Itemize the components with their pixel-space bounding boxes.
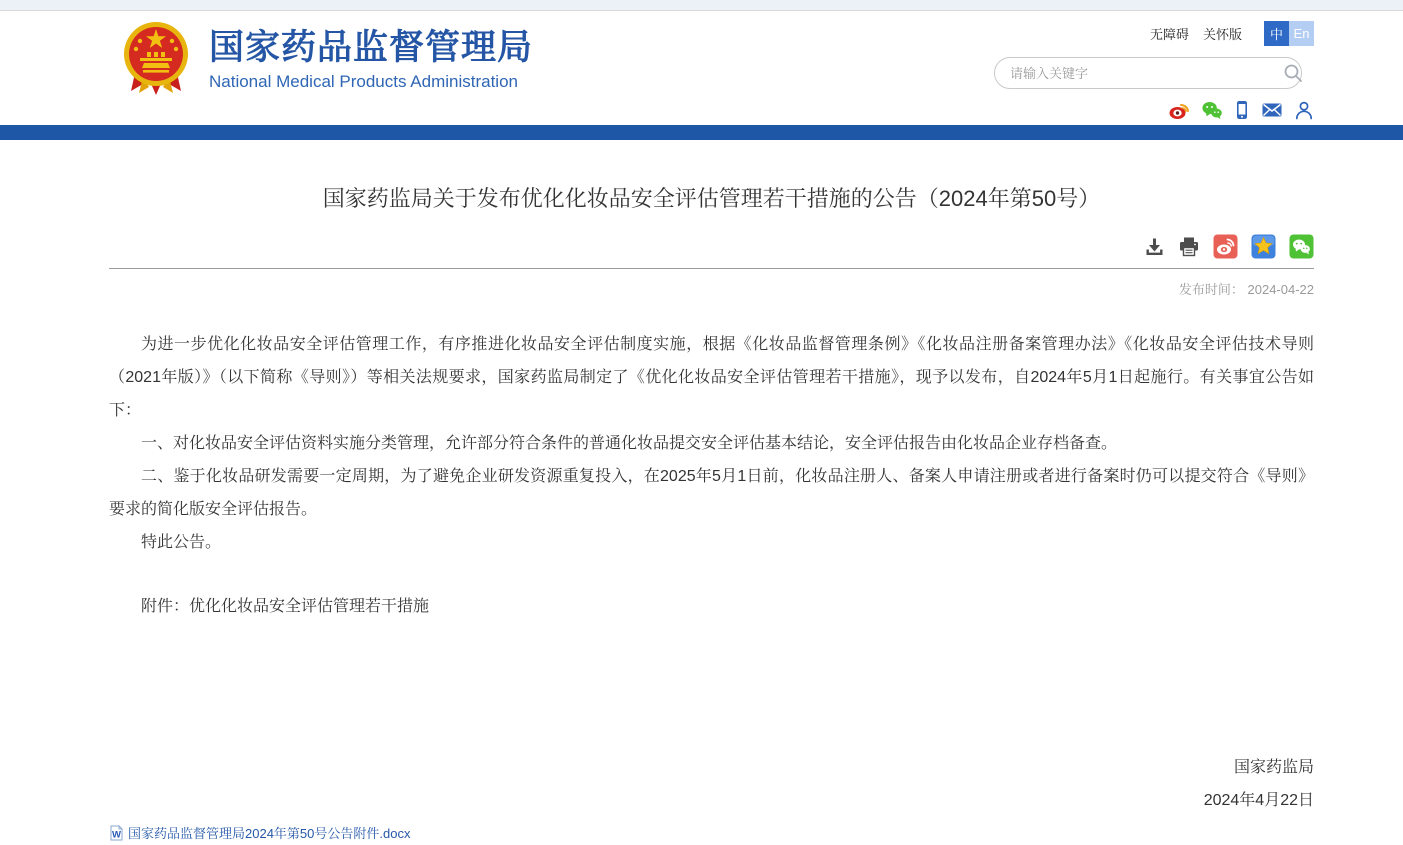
attachment-link-row	[109, 823, 1314, 842]
china-emblem-icon	[123, 21, 189, 97]
site-subtitle: National Medical Products Administration	[209, 72, 518, 91]
paragraph: 一、对化妆品安全评估资料实施分类管理，允许部分符合条件的普通化妆品提交安全评估基本结论，安全评估报告由化妆品企业存档备查。	[141, 435, 1118, 452]
site-logo[interactable]	[123, 21, 533, 97]
site-header	[0, 11, 1403, 125]
paragraph: 特此公告。	[141, 534, 222, 551]
search-bar	[994, 57, 1314, 89]
article-toolbar	[109, 234, 1314, 269]
download-icon[interactable]	[1144, 236, 1165, 257]
signature-date: 2024年4月22日	[1203, 792, 1314, 809]
weibo-share-icon[interactable]	[1213, 234, 1238, 259]
paragraph: 为进一步优化化妆品安全评估管理工作，有序推进化妆品安全评估制度实施，根据《化妆品监督管理条例》《化妆品注册备案管理办法》《化妆品安全评估技术导则（2021年版）》（以下简称《导则》）等相关法规要求，国家药监局制定了《优化化妆品安全评估管理若干措施》，现予以发布，自2024年5月1日起施行。有关事宜公告如下：	[109, 336, 1314, 419]
search-button[interactable]	[1282, 62, 1304, 84]
top-strip	[0, 0, 1403, 11]
weibo-icon[interactable]	[1168, 100, 1190, 120]
search-input[interactable]	[994, 57, 1302, 89]
header-social-icons	[994, 100, 1314, 120]
email-icon[interactable]	[1261, 100, 1283, 120]
lang-en-button[interactable]: En	[1289, 21, 1314, 46]
print-icon[interactable]	[1178, 236, 1200, 257]
qzone-share-icon[interactable]	[1251, 234, 1276, 259]
publish-time-label: 发布时间：	[1178, 282, 1244, 297]
language-switcher	[1264, 21, 1314, 46]
top-links	[994, 21, 1314, 46]
svg-text:W: W	[112, 829, 121, 840]
mobile-icon[interactable]	[1234, 100, 1250, 120]
wechat-icon[interactable]	[1201, 100, 1223, 120]
signature-block	[109, 751, 1314, 817]
user-icon[interactable]	[1294, 100, 1314, 120]
article-container	[109, 140, 1314, 842]
care-version-link[interactable]: 关怀版	[1202, 27, 1242, 42]
accessibility-link[interactable]: 无障碍	[1149, 27, 1189, 42]
paragraph: 二、鉴于化妆品研发需要一定周期，为了避免企业研发资源重复投入，在2025年5月1日前，化妆品注册人、备案人申请注册或者进行备案时仍可以提交符合《导则》要求的简化版安全评估报告。	[109, 468, 1314, 518]
publish-time-value: 2024-04-22	[1247, 282, 1314, 297]
site-title: 国家药品监督管理局	[209, 28, 534, 67]
lang-zh-button[interactable]: 中	[1264, 21, 1289, 46]
word-doc-icon	[109, 825, 124, 841]
attachment-note: 附件：优化化妆品安全评估管理若干措施	[141, 598, 430, 615]
wechat-share-icon[interactable]	[1289, 234, 1314, 259]
attachment-link[interactable]: 国家药品监督管理局2024年第50号公告附件.docx	[128, 826, 411, 841]
article-body	[109, 328, 1314, 559]
page-title: 国家药监局关于发布优化化妆品安全评估管理若干措施的公告（2024年第50号）	[322, 186, 1101, 211]
magnifier-icon	[1282, 62, 1304, 84]
signature-org: 国家药监局	[1233, 759, 1314, 776]
publish-time	[109, 279, 1314, 298]
nav-bar	[0, 125, 1403, 140]
